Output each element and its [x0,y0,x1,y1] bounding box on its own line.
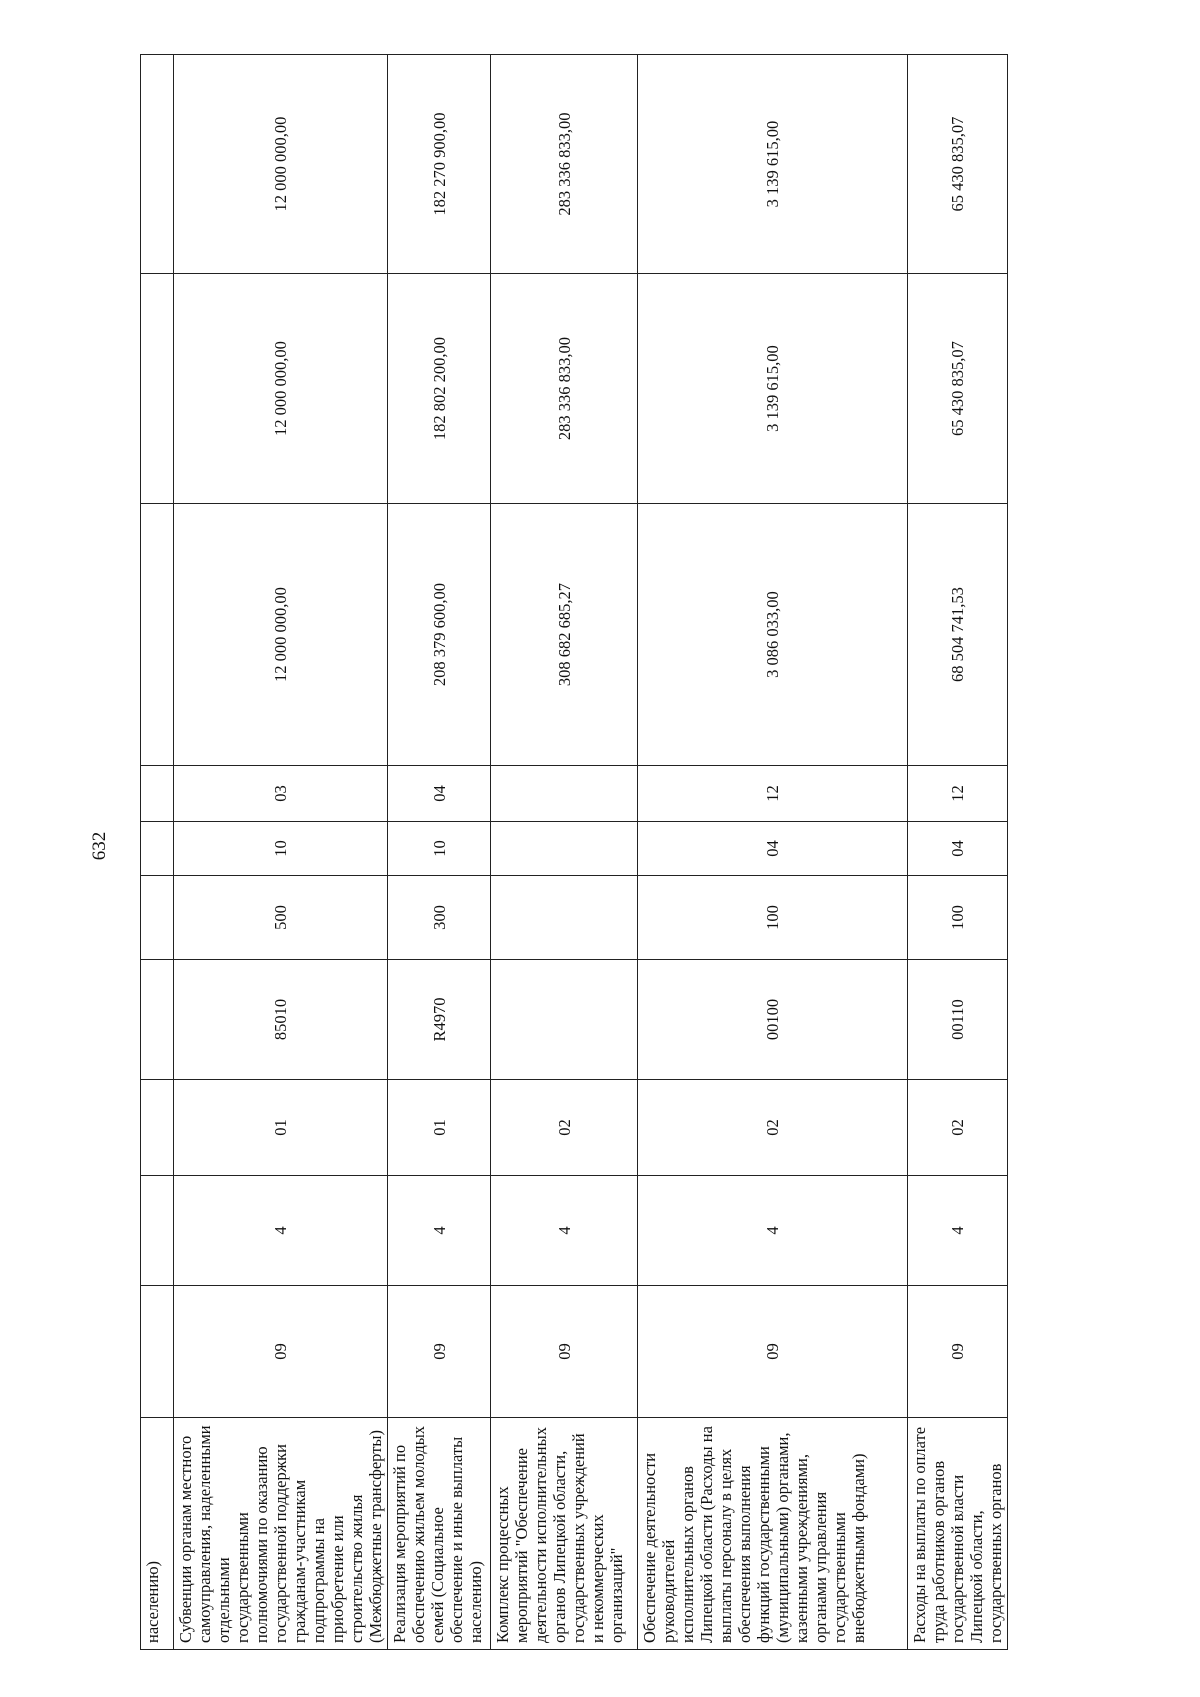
amount-cell [141,504,174,766]
amount-cell: 283 336 833,00 [491,55,638,274]
code-cell: 02 [491,1080,638,1176]
row-name: населению) [141,1418,174,1650]
code-cell [491,822,638,876]
code-cell: 4 [908,1176,1008,1286]
code-cell: 00110 [908,960,1008,1080]
table-row [174,55,388,1650]
code-cell: 02 [908,1080,1008,1176]
code-cell: 100 [908,876,1008,960]
amount-cell: 12 000 000,00 [174,274,388,504]
code-cell: 01 [174,1080,388,1176]
code-cell [491,766,638,822]
amount-cell: 182 802 200,00 [388,274,491,504]
code-cell [141,1080,174,1176]
table-row [141,55,174,1650]
code-cell: 300 [388,876,491,960]
page-number: 632 [89,831,110,861]
code-cell: 12 [638,766,908,822]
amount-cell: 65 430 835,07 [908,55,1008,274]
amount-cell: 308 682 685,27 [491,504,638,766]
amount-cell: 208 379 600,00 [388,504,491,766]
amount-cell [141,274,174,504]
code-cell [141,1286,174,1418]
code-cell: 4 [638,1176,908,1286]
code-cell [141,960,174,1080]
amount-cell [141,55,174,274]
amount-cell: 12 000 000,00 [174,55,388,274]
code-cell: 4 [491,1176,638,1286]
amount-cell: 182 270 900,00 [388,55,491,274]
code-cell: R4970 [388,960,491,1080]
code-cell: 04 [388,766,491,822]
table-row [491,55,638,1650]
code-cell: 4 [174,1176,388,1286]
code-cell: 01 [388,1080,491,1176]
row-name: Комплекс процессных мероприятий "Обеспечение деятельности исполнительных органов Липецкой области, государственных учреждений и некоммерческих организаций" [491,1418,638,1650]
table-row [638,55,908,1650]
code-cell: 500 [174,876,388,960]
code-cell: 09 [638,1286,908,1418]
row-name: Реализация мероприятий по обеспечению жильем молодых семей (Социальное обеспечение и иные выплаты населению) [388,1418,491,1650]
amount-cell: 12 000 000,00 [174,504,388,766]
code-cell: 03 [174,766,388,822]
amount-cell: 3 086 033,00 [638,504,908,766]
table-row [388,55,491,1650]
code-cell: 10 [388,822,491,876]
budget-table-rotated [140,55,1005,1650]
code-cell: 09 [491,1286,638,1418]
code-cell: 09 [174,1286,388,1418]
amount-cell: 68 504 741,53 [908,504,1008,766]
code-cell: 02 [638,1080,908,1176]
amount-cell: 3 139 615,00 [638,274,908,504]
code-cell: 09 [388,1286,491,1418]
code-cell: 04 [908,822,1008,876]
row-name: Обеспечение деятельности руководителей исполнительных органов Липецкой области (Расходы на выплаты персоналу в целях обеспечения выполнения функций государственными (муниципальными) органами, казенными учреждениями, органами управления государственными внебюджетными фондами) [638,1418,908,1650]
code-cell [141,766,174,822]
code-cell: 12 [908,766,1008,822]
code-cell [141,1176,174,1286]
code-cell [491,960,638,1080]
code-cell [141,822,174,876]
amount-cell: 3 139 615,00 [638,55,908,274]
amount-cell: 65 430 835,07 [908,274,1008,504]
code-cell: 85010 [174,960,388,1080]
budget-table [140,54,1008,1650]
code-cell [491,876,638,960]
code-cell: 04 [638,822,908,876]
row-name: Расходы на выплаты по оплате труда работников органов государственной власти Липецкой области, государственных органов [908,1418,1008,1650]
code-cell: 10 [174,822,388,876]
amount-cell: 283 336 833,00 [491,274,638,504]
code-cell [141,876,174,960]
table-row [908,55,1008,1650]
code-cell: 4 [388,1176,491,1286]
code-cell: 09 [908,1286,1008,1418]
code-cell: 100 [638,876,908,960]
row-name: Субвенции органам местного самоуправления, наделенными отдельными государственными полномочиями по оказанию государственной поддержки гражданам-участникам подпрограммы на приобретение или строительство жилья (Межбюджетные трансферты) [174,1418,388,1650]
code-cell: 00100 [638,960,908,1080]
